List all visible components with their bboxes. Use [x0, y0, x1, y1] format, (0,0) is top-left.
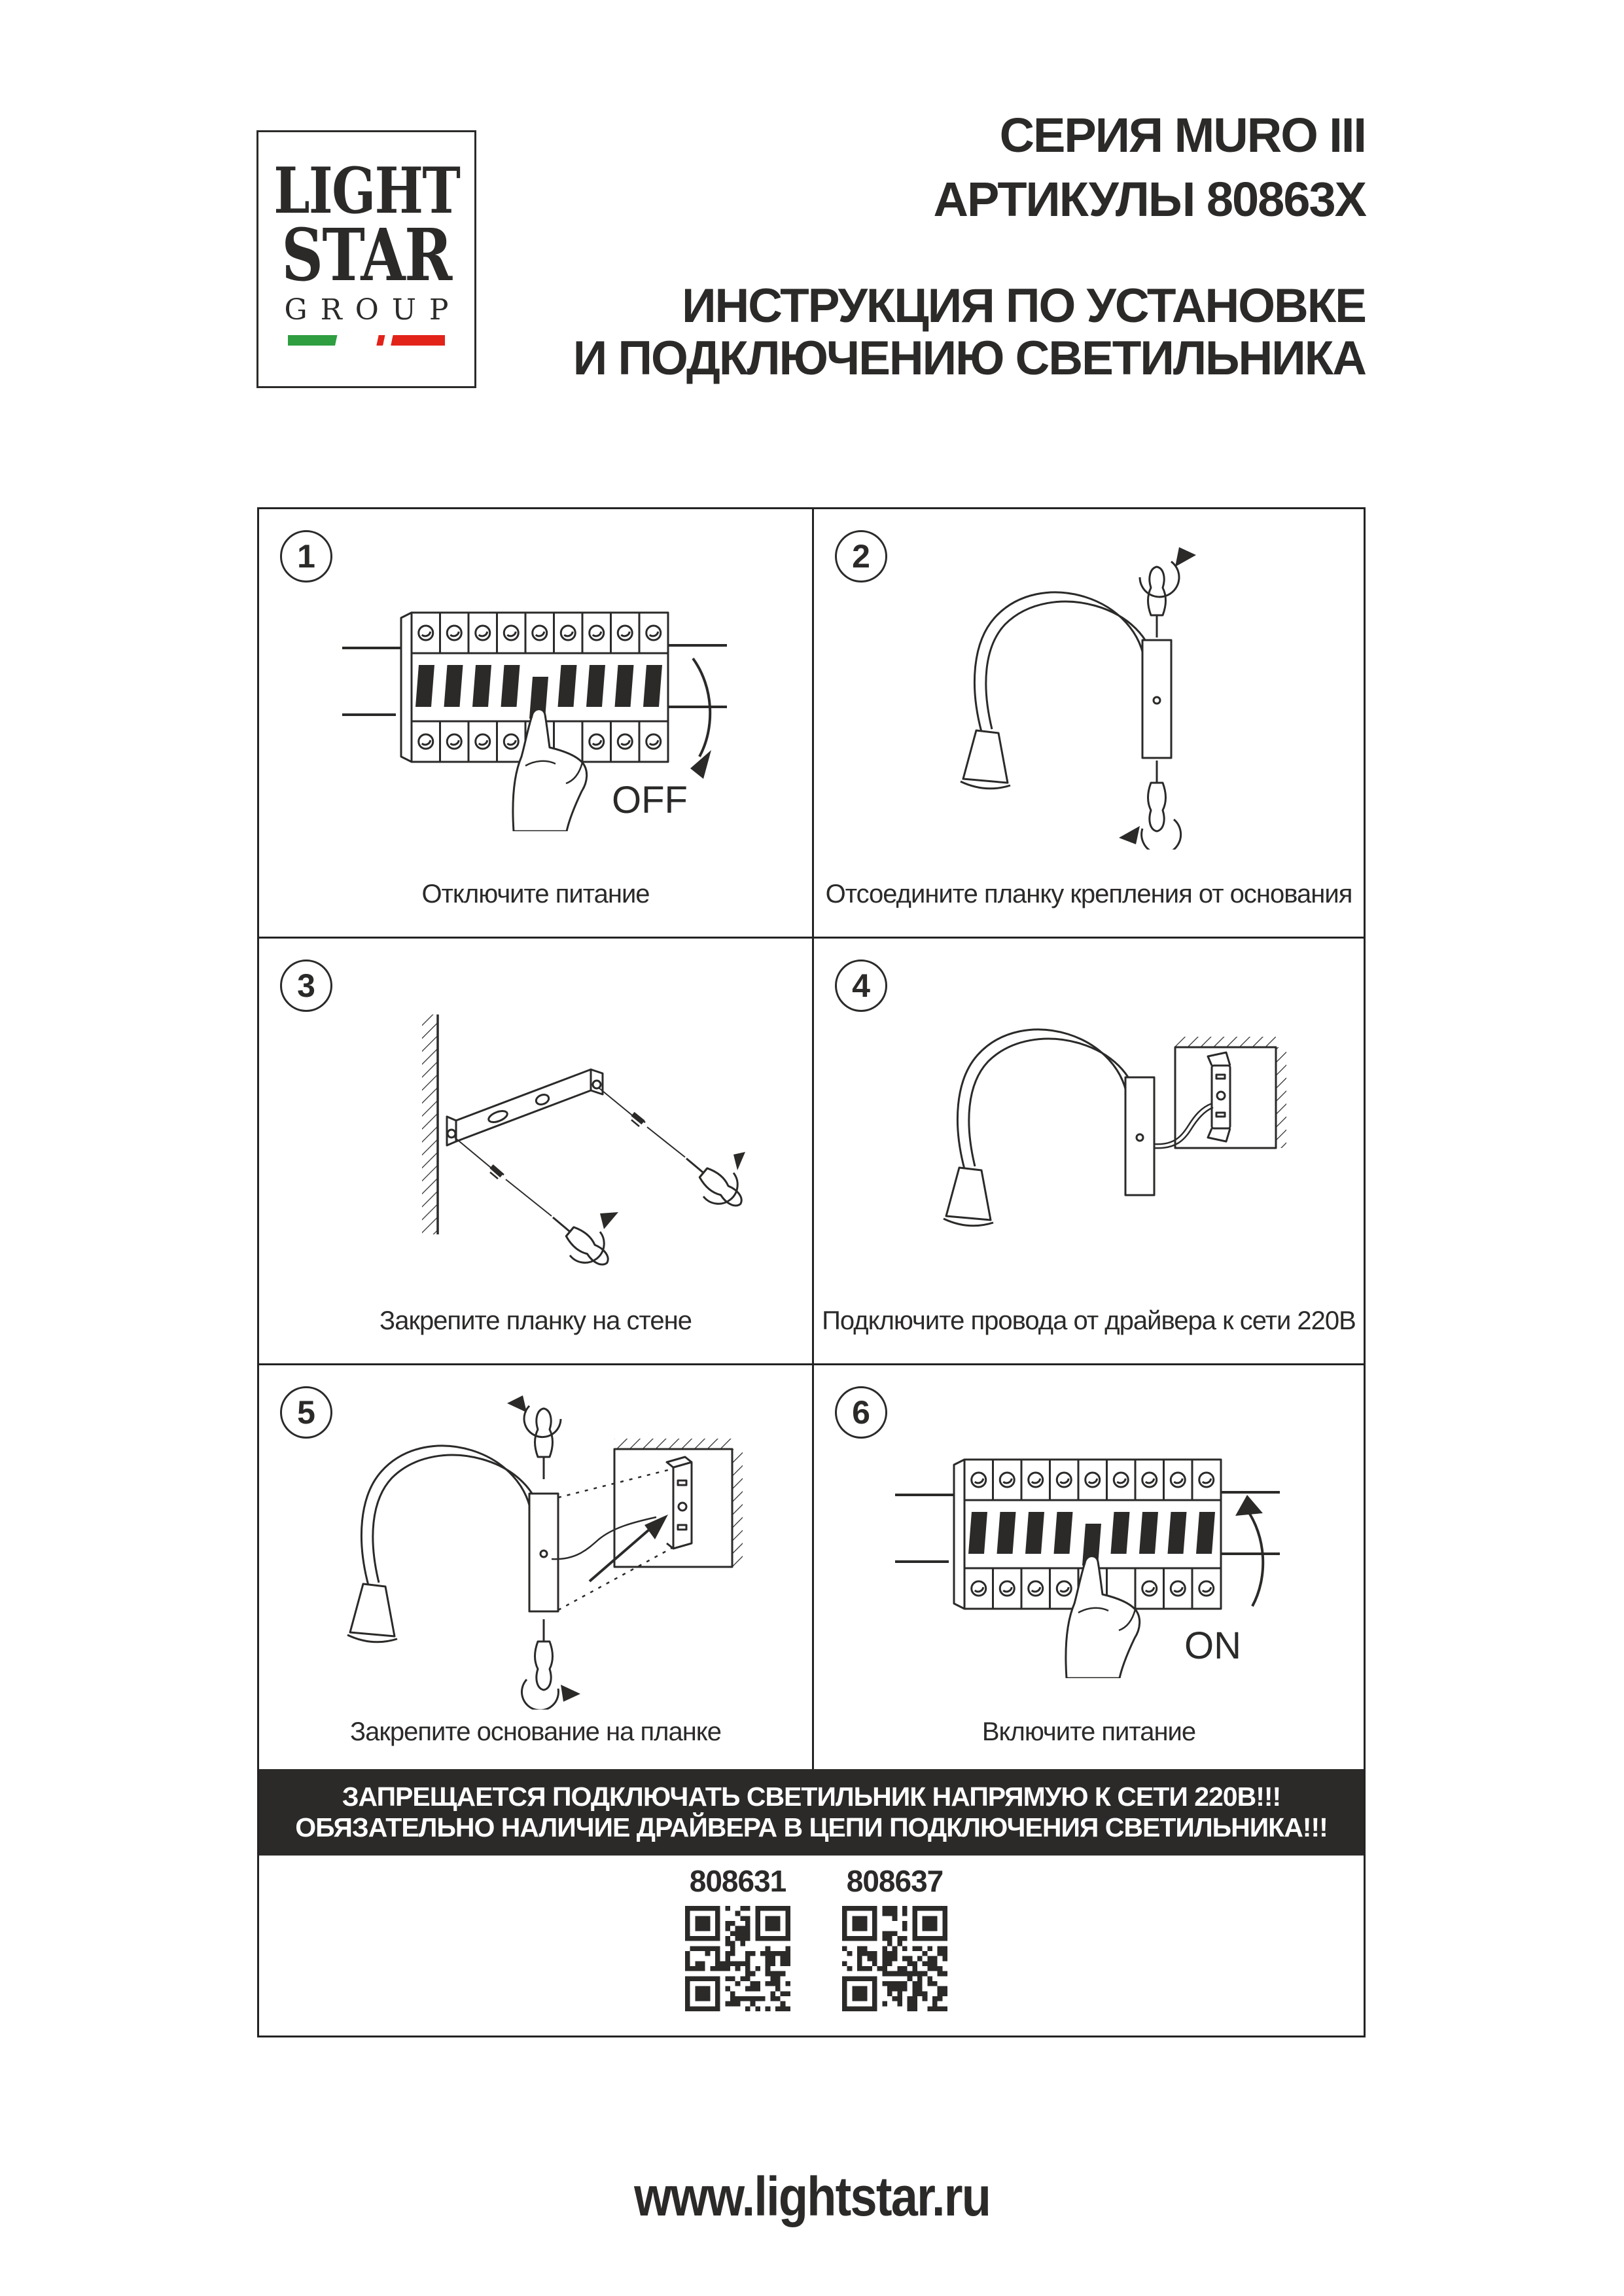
website-url: www.lightstar.ru: [633, 2166, 991, 2227]
qr-code-808631-icon: [685, 1906, 790, 2011]
step-6-caption: Включите питание: [981, 1717, 1196, 1746]
warning-line-2: ОБЯЗАТЕЛЬНО НАЛИЧИЕ ДРАЙВЕРА В ЦЕПИ ПОДКЛЮЧЕНИЯ СВЕТИЛЬНИКА!!!: [295, 1812, 1328, 1842]
instruction-line-1: ИНСТРУКЦИЯ ПО УСТАНОВКЕ: [682, 279, 1366, 332]
logo-word-light: LIGHT: [273, 154, 460, 228]
step-1-caption: Отключите питание: [421, 880, 650, 908]
instruction-title: [573, 280, 1366, 385]
step-5-number: 5: [280, 1386, 332, 1439]
off-label: OFF: [611, 779, 688, 821]
wiring-illustration: [879, 979, 1298, 1280]
logo-word-group: GROUP: [284, 293, 462, 327]
step-6-number: 6: [835, 1386, 887, 1439]
step-1-number: 1: [280, 530, 332, 583]
breaker-off-illustration: [327, 550, 745, 831]
lightstar-logo: [256, 130, 476, 388]
step-4-cell: [814, 939, 1364, 1363]
bracket-wall-illustration: [327, 978, 745, 1279]
step-3-cell: [259, 939, 812, 1363]
product-808637: [842, 1861, 947, 2011]
step-3-number: 3: [280, 960, 332, 1012]
warning-banner: [259, 1769, 1364, 1856]
series-line: СЕРИЯ MURO III: [999, 108, 1366, 162]
step-2-cell: [814, 509, 1364, 937]
instruction-line-2: И ПОДКЛЮЧЕНИЮ СВЕТИЛЬНИКА: [573, 332, 1366, 385]
on-label: ON: [1184, 1624, 1241, 1667]
lamp-detach-illustration: [886, 542, 1292, 850]
italian-flag-icon: [288, 335, 445, 346]
step-5-cell: [259, 1365, 812, 1769]
step-4-number: 4: [835, 960, 887, 1012]
step-2-caption: Отсоедините планку крепления от основания: [825, 880, 1352, 908]
step-4-caption: Подключите провода от драйвера к сети 220В: [822, 1306, 1356, 1335]
warning-line-1: ЗАПРЕЩАЕТСЯ ПОДКЛЮЧАТЬ СВЕТИЛЬНИК НАПРЯМУЮ К СЕТИ 220В!!!: [342, 1782, 1281, 1812]
articles-line: АРТИКУЛЫ 80863X: [933, 172, 1366, 226]
breaker-on-illustration: [879, 1397, 1298, 1678]
steps-table: [257, 507, 1366, 2037]
qr-code-808637-icon: [842, 1906, 947, 2011]
product-808631: [685, 1861, 790, 2011]
step-1-cell: [259, 509, 812, 937]
series-title: [934, 103, 1366, 232]
step-3-caption: Закрепите планку на стене: [380, 1306, 692, 1335]
logo-word-star: STAR: [281, 213, 451, 297]
article-number: 808631: [689, 1864, 786, 1898]
step-2-number: 2: [835, 530, 887, 583]
article-number: 808637: [846, 1864, 944, 1898]
mount-base-illustration: [327, 1389, 745, 1710]
step-6-cell: [814, 1365, 1364, 1769]
step-5-caption: Закрепите основание на планке: [349, 1717, 722, 1746]
